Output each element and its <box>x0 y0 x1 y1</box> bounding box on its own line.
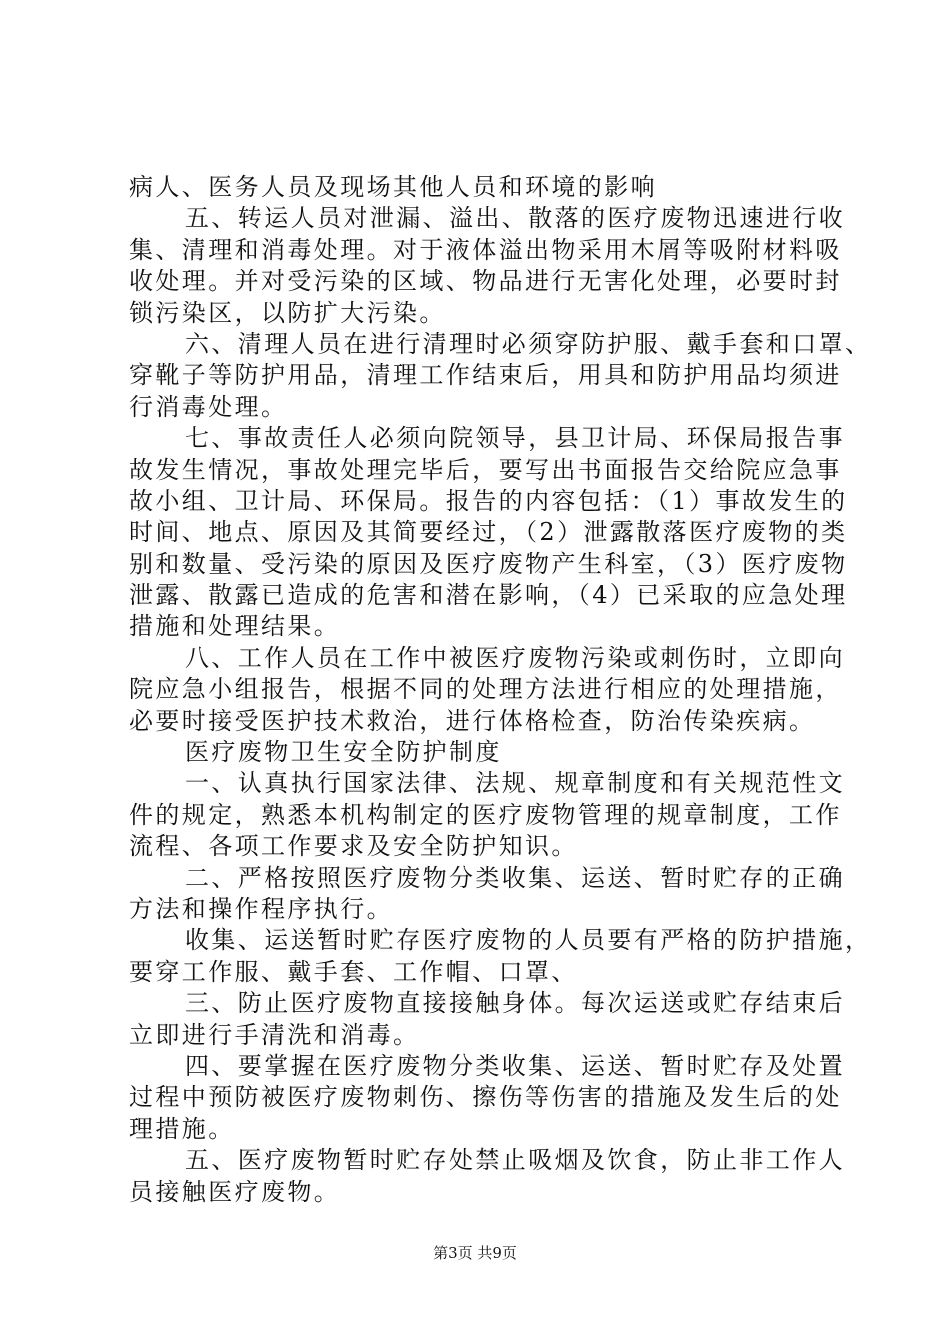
text-line: 要穿工作服、戴手套、工作帽、口罩、 <box>129 957 578 986</box>
text-line: 集、清理和消毒处理。对于液体溢出物采用木屑等吸附材料吸 <box>129 235 842 264</box>
text-line: 行消毒处理。 <box>129 392 288 421</box>
text-line: 件的规定，熟悉本机构制定的医疗废物管理的规章制度，工作 <box>129 800 842 829</box>
text-line: 八、工作人员在工作中被医疗废物污染或刺伤时，立即向 <box>185 643 845 672</box>
text-line: 七、事故责任人必须向院领导，县卫计局、环保局报告事 <box>185 424 845 453</box>
text-line: 必要时接受医护技术救治，进行体格检查，防治传染疾病。 <box>129 706 816 735</box>
text-line: 泄露、散露已造成的危害和潜在影响，（4）已采取的应急处理 <box>129 581 848 610</box>
text-line: 病人、医务人员及现场其他人员和环境的影响 <box>129 173 657 201</box>
text-line: 穿靴子等防护用品，清理工作结束后，用具和防护用品均须进 <box>129 361 842 390</box>
text-line: 六、清理人员在进行清理时必须穿防护服、戴手套和口罩、 <box>185 329 872 358</box>
document-body <box>129 172 872 1208</box>
text-line: 别和数量、受污染的原因及医疗废物产生科室，（3）医疗废物 <box>129 549 848 578</box>
text-line: 措施和处理结果。 <box>129 612 341 641</box>
text-line: 五、转运人员对泄漏、溢出、散落的医疗废物迅速进行收 <box>185 204 845 233</box>
text-line: 理措施。 <box>129 1114 235 1143</box>
text-line: 方法和操作程序执行。 <box>129 894 393 923</box>
text-line: 医疗废物卫生安全防护制度 <box>185 738 502 767</box>
text-line: 流程、各项工作要求及安全防护知识。 <box>129 832 578 861</box>
text-line: 过程中预防被医疗废物刺伤、擦伤等伤害的措施及发生后的处 <box>129 1083 842 1112</box>
text-line: 员接触医疗废物。 <box>129 1177 341 1206</box>
text-line: 四、要掌握在医疗废物分类收集、运送、暂时贮存及处置 <box>185 1051 845 1080</box>
text-line: 一、认真执行国家法律、法规、规章制度和有关规范性文 <box>185 769 845 798</box>
text-line: 立即进行手清洗和消毒。 <box>129 1020 420 1049</box>
text-line: 收集、运送暂时贮存医疗废物的人员要有严格的防护措施， <box>185 926 872 955</box>
text-line: 收处理。并对受污染的区域、物品进行无害化处理，必要时封 <box>129 267 842 296</box>
text-line: 故小组、卫计局、环保局。报告的内容包括：（1）事故发生的 <box>129 486 848 515</box>
page-footer: 第3页 共9页 <box>433 1244 517 1262</box>
text-line: 锁污染区，以防扩大污染。 <box>129 298 446 327</box>
text-line: 院应急小组报告，根据不同的处理方法进行相应的处理措施， <box>129 675 842 704</box>
text-line: 二、严格按照医疗废物分类收集、运送、暂时贮存的正确 <box>185 863 845 892</box>
text-line: 三、防止医疗废物直接接触身体。每次运送或贮存结束后 <box>185 989 845 1018</box>
text-line: 时间、地点、原因及其简要经过，（2）泄露散落医疗废物的类 <box>129 518 848 547</box>
text-line: 五、医疗废物暂时贮存处禁止吸烟及饮食，防止非工作人 <box>185 1146 845 1175</box>
text-line: 故发生情况，事故处理完毕后，要写出书面报告交给院应急事 <box>129 455 842 484</box>
